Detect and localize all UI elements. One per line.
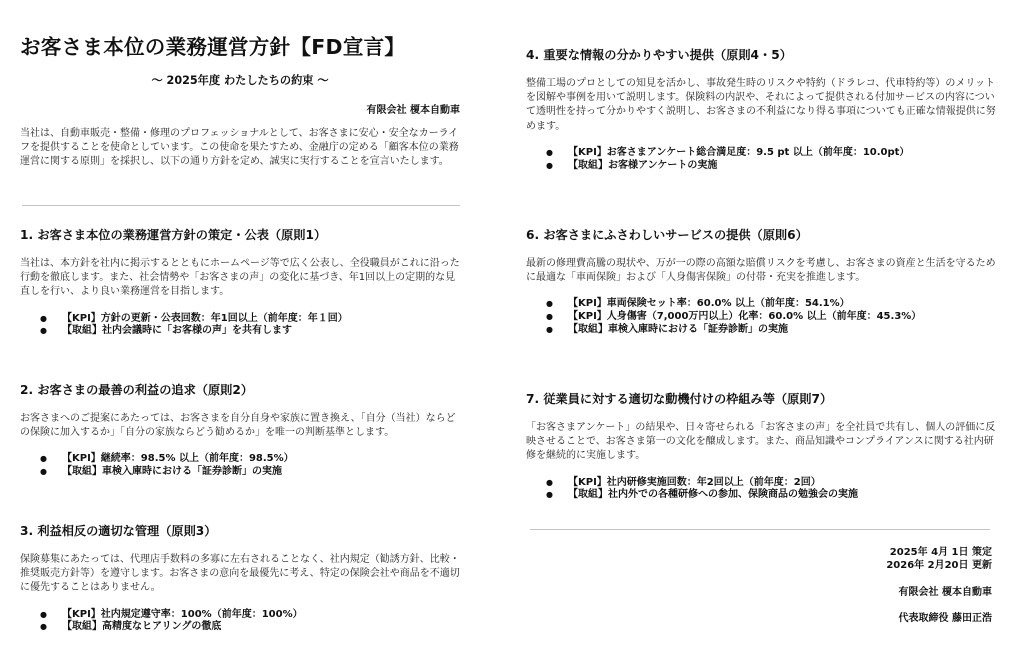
list-item-kpi — [526, 477, 996, 490]
signature-representative: 代表取締役 藤田正浩 — [898, 613, 992, 624]
updated-date: 2026年 2月20日 更新 — [886, 559, 992, 571]
list-item-text: 【KPI】車両保険セット率：60.0% 以上（前年度：54.1%） — [568, 298, 850, 310]
bullet-icon: ● — [40, 454, 47, 464]
section-heading: 1. お客さま本位の業務運営方針の策定・公表（原則1） — [20, 228, 327, 242]
section-list — [526, 477, 996, 503]
bullet-icon: ● — [546, 490, 553, 500]
list-item-text: 【取組】車検入庫時における「証券診断」の実施 — [568, 324, 788, 335]
section-body: 保険募集にあたっては、代理店手数料の多寡に左右されることなく、社内規定（勧誘方針、比較・推奨販売方針等）を遵守します。お客さまの意向を最優先に考え、特定の保険会社や商品を不適切に優先することはありません。 — [20, 554, 460, 594]
list-item-text: 【KPI】お客さまアンケート総合満足度：9.5 pt 以上（前年度：10.0pt） — [568, 146, 910, 158]
intro-paragraph: 当社は、自動車販売・整備・修理のプロフェッショナルとして、お客さまに安心・安全なカーライフを提供することを使命としています。この使命を果たすため、金融庁の定める「顧客本位の業務運営に関する原則」を採択し、以下の通り方針を定め、誠実に実行することを宣言いたします。 — [20, 128, 459, 168]
bullet-icon: ● — [546, 147, 553, 157]
list-item-text: 【KPI】人身傷害（7,000万円以上）化率：60.0% 以上（前年度：45.3%） — [568, 311, 922, 323]
list-item-kpi — [526, 311, 996, 324]
divider-left — [22, 205, 460, 206]
bullet-icon: ● — [40, 609, 47, 619]
section-principle-3 — [20, 522, 462, 634]
bullet-icon: ● — [546, 477, 553, 487]
section-list — [20, 313, 462, 339]
list-item-action — [526, 324, 996, 337]
divider-right — [530, 529, 990, 530]
list-item-action — [20, 325, 462, 338]
list-item-text: 【取組】車検入庫時における「証券診断」の実施 — [62, 466, 282, 478]
section-heading: 2. お客さまの最善の利益の追求（原則2） — [20, 383, 254, 397]
section-heading: 4. 重要な情報の分かりやすい提供（原則4・5） — [526, 48, 792, 62]
section-principle-6 — [526, 226, 996, 337]
list-item-text: 【取組】社内外での各種研修への参加、保険商品の勉強会の実施 — [568, 489, 858, 501]
list-item-kpi — [526, 298, 996, 311]
section-heading: 6. お客さまにふさわしいサービスの提供（原則6） — [526, 228, 808, 242]
section-principle-4-5 — [526, 46, 996, 172]
list-item-text: 【取組】高精度なヒアリングの徹底 — [62, 621, 222, 633]
bullet-icon: ● — [546, 325, 553, 334]
bullet-icon: ● — [40, 467, 47, 477]
section-heading: 3. 利益相反の適切な管理（原則3） — [20, 524, 217, 538]
list-item-text: 【KPI】方針の更新・公表回数：年1回以上（前年度：年１回） — [62, 312, 348, 324]
list-item-action — [20, 621, 462, 634]
section-body: 「お客さまアンケート」の結果や、日々寄せられる「お客さまの声」を全社員で共有し、個人の評価に反映させることで、お客さま第一の文化を醸成します。また、商品知識やコンプライアンスに関する社内研修を継続的に実施します。 — [526, 422, 996, 462]
list-item-action — [20, 466, 462, 479]
bullet-icon: ● — [40, 622, 47, 632]
section-heading: 7. 従業員に対する適切な動機付けの枠組み等（原則7） — [526, 392, 833, 406]
bullet-icon: ● — [546, 160, 553, 170]
document-subtitle: ～ 2025年度 わたしたちの約束 ～ — [151, 74, 329, 87]
document-title: お客さま本位の業務運営方針【FD宣言】 — [20, 35, 406, 59]
section-body: 最新の修理費高騰の現状や、万が一の際の高額な賠償リスクを考慮し、お客さまの資産と生活を守るために最適な「車両保険」および「人身傷害保険」の付帯・充実を推進します。 — [526, 258, 996, 284]
section-body: 整備工場のプロとしての知見を活かし、事故発生時のリスクや特約（ドラレコ、代車特約等）のメリットを図解や事例を用いて説明します。保険料の内訳や、それによって提供される付加サービスの内容について透明性を持って分かりやすく説明し、お客さまの不利益になり得る事項についても正確な情報提供に努めます。 — [526, 78, 996, 132]
bullet-icon: ● — [40, 326, 47, 336]
list-item-action — [526, 489, 996, 502]
signature-dates — [886, 547, 992, 572]
bullet-icon: ● — [546, 299, 553, 309]
section-list — [20, 609, 462, 635]
company-name: 有限会社 榎本自動車 — [366, 105, 460, 116]
signature-company: 有限会社 榎本自動車 — [898, 587, 992, 598]
list-item-text: 【取組】社内会議時に「お客様の声」を共有します — [62, 325, 292, 337]
established-date: 2025年 4月 1日 策定 — [889, 547, 992, 558]
section-principle-1 — [20, 226, 462, 338]
section-list — [526, 147, 996, 173]
list-item-kpi — [20, 313, 462, 326]
list-item-kpi — [20, 453, 462, 466]
bullet-icon: ● — [40, 313, 47, 323]
section-principle-7 — [526, 390, 996, 502]
section-body: 当社は、本方針を社内に掲示するとともにホームページ等で広く公表し、全役職員がこれに沿った行動を徹底します。また、社会情勢や「お客さまの声」の変化に基づき、年1回以上の定期的な見直しを行い、より良い業務運営を目指します。 — [20, 258, 460, 298]
bullet-icon: ● — [546, 312, 553, 322]
list-item-kpi — [526, 147, 996, 160]
section-body: お客さまへのご提案にあたっては、お客さまを自分自身や家族に置き換え、「自分（当社）ならどの保険に加入するか」「自分の家族ならどう勧めるか」を唯一の判断基準とします。 — [20, 413, 456, 439]
list-item-text: 【KPI】継続率：98.5% 以上（前年度：98.5%） — [62, 453, 294, 465]
section-principle-2 — [20, 381, 462, 479]
section-list — [526, 298, 996, 336]
list-item-kpi — [20, 609, 462, 622]
list-item-text: 【KPI】社内研修実施回数：年2回以上（前年度：2回） — [568, 476, 821, 488]
list-item-text: 【取組】お客様アンケートの実施 — [568, 159, 718, 171]
list-item-text: 【KPI】社内規定遵守率：100%（前年度：100%） — [62, 608, 303, 620]
list-item-action — [526, 160, 996, 173]
section-list — [20, 453, 462, 479]
